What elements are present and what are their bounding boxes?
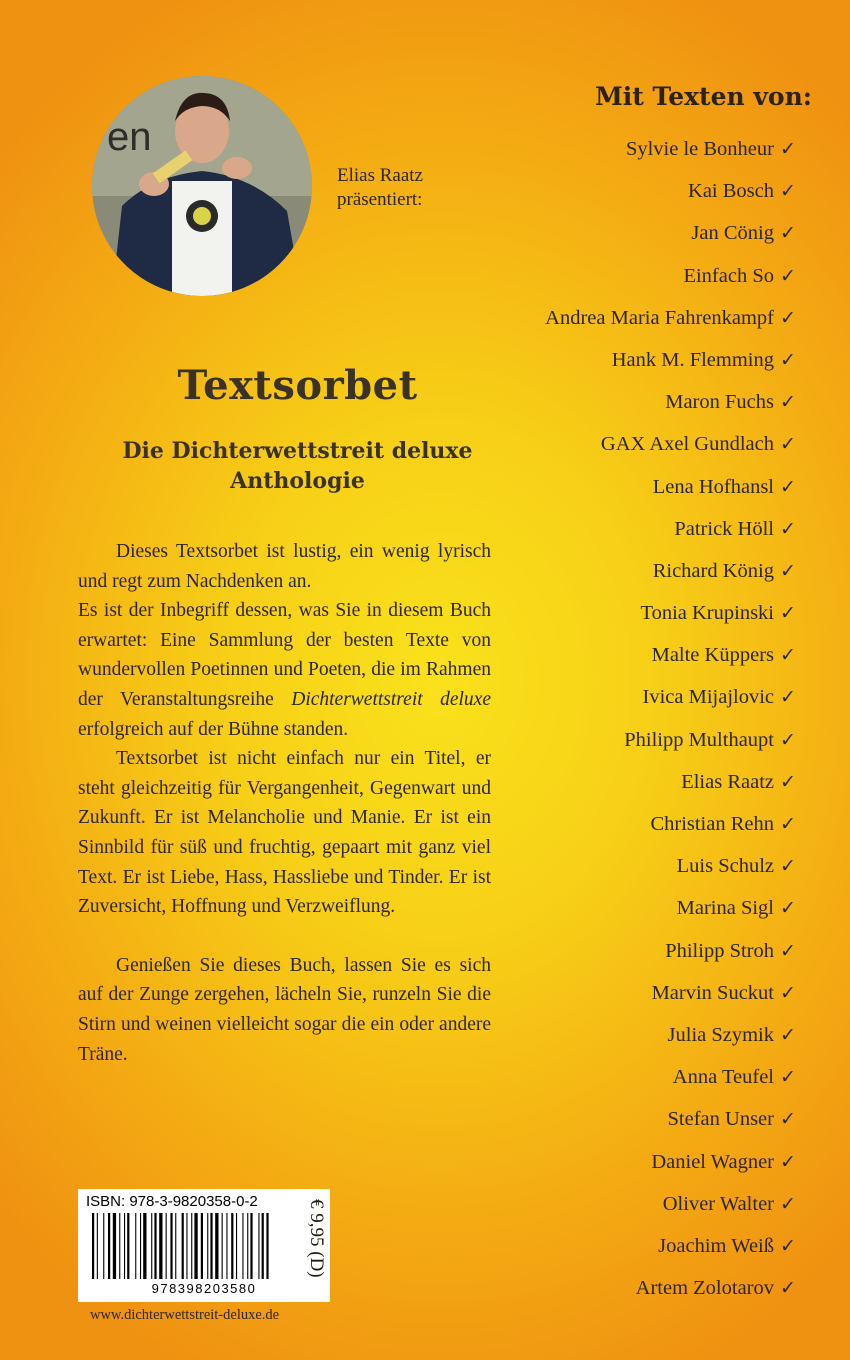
website-url: www.dichterwettstreit-deluxe.de: [90, 1307, 280, 1323]
contributor-item: [545, 639, 798, 681]
check-icon: ✓: [780, 518, 796, 540]
subtitle-line-2: Anthologie: [230, 468, 365, 494]
contributor-name: Stefan Unser: [667, 1108, 774, 1131]
presenter-name: Elias Raatz: [337, 165, 423, 186]
check-icon: ✓: [780, 223, 796, 245]
contributor-item: [545, 597, 798, 639]
contributor-name: Luis Schulz: [676, 855, 774, 878]
blurb-paragraph-2: [78, 596, 491, 744]
check-icon: ✓: [780, 603, 796, 625]
contributor-item: [545, 428, 798, 470]
contributor-name: Artem Zolotarov: [635, 1277, 774, 1300]
contributor-item: [545, 766, 798, 808]
check-icon: ✓: [780, 1193, 796, 1215]
price-label: € 9,95 (D): [306, 1199, 327, 1278]
contributor-name: Marina Sigl: [676, 897, 774, 920]
isbn-label: ISBN: 978-3-9820358-0-2: [86, 1193, 258, 1210]
contributor-name: Ivica Mijajlovic: [642, 686, 774, 709]
contributor-item: [545, 260, 798, 302]
check-icon: ✓: [780, 1024, 796, 1046]
contributor-name: Julia Szymik: [667, 1023, 774, 1046]
contributor-item: [545, 1188, 798, 1230]
contributor-item: [545, 1103, 798, 1145]
check-icon: ✓: [780, 392, 796, 414]
book-subtitle: [40, 436, 555, 496]
contributor-name: Christian Rehn: [650, 813, 774, 835]
contributor-item: [545, 681, 798, 723]
contributor-item: [545, 935, 798, 977]
contributor-name: Malte Küppers: [651, 644, 774, 667]
contributor-item: [545, 302, 798, 344]
contributor-item: [545, 513, 798, 555]
check-icon: ✓: [780, 645, 796, 667]
barcode-icon: [92, 1213, 316, 1279]
contributor-item: [545, 808, 798, 850]
check-icon: ✓: [780, 307, 796, 329]
check-icon: ✓: [780, 729, 796, 751]
presenter-presents: präsentiert:: [337, 189, 423, 210]
contributor-item: [545, 1230, 798, 1272]
barcode-digits: 978398203580: [151, 1281, 257, 1296]
blurb-paragraph-3: Textsorbet ist nicht einfach nur ein Titel, er steht gleichzeitig für Vergangenheit, Gegenwart und Zukunft. Er ist Melancholie und Manie. Er ist ein Sinnbild für süß und fruchtig, gepaart mit ganz viel Text. Er ist Liebe, Hass, Hassliebe und Tinder. Er ist Zuversicht, Hoffnung und Verzweiflung.: [78, 748, 491, 918]
check-icon: ✓: [780, 687, 796, 709]
contributor-item: [545, 386, 798, 428]
contributor-name: Oliver Walter: [662, 1192, 774, 1215]
check-icon: ✓: [780, 1151, 796, 1173]
contributor-item: [545, 1019, 798, 1061]
contributor-item: [545, 850, 798, 892]
check-icon: ✓: [780, 771, 796, 793]
contributor-name: Joachim Weiß: [658, 1234, 774, 1257]
contributor-name: Elias Raatz: [681, 770, 774, 793]
contributor-item: [545, 175, 798, 217]
contributor-name: GAX Axel Gundlach: [600, 433, 774, 456]
contributor-name: Richard König: [652, 559, 774, 582]
blurb-p2-text: Es ist der Inbegriff dessen, was Sie in diesem Buch erwartet: Eine Sammlung der besten Texte von wundervollen Poetinnen und Poeten, die im Rahmen der Veranstaltungsreihe: [78, 600, 491, 710]
check-icon: ✓: [780, 982, 796, 1004]
contributors-list: [545, 133, 798, 1314]
contributor-item: [545, 1146, 798, 1188]
contributor-item: [545, 471, 798, 513]
check-icon: ✓: [780, 1235, 796, 1257]
contributor-name: Hank M. Flemming: [611, 348, 774, 371]
contributor-item: [545, 344, 798, 386]
contributor-name: Andrea Maria Fahrenkampf: [545, 306, 774, 329]
contributor-item: [545, 1061, 798, 1103]
contributor-item: [545, 133, 798, 175]
contributors-heading: Mit Texten von:: [595, 82, 812, 111]
contributor-name: Philipp Stroh: [665, 939, 774, 962]
contributor-name: Marvin Suckut: [651, 981, 774, 1004]
presenter-caption: [337, 164, 423, 212]
isbn-barcode: [78, 1189, 330, 1302]
check-icon: ✓: [780, 1067, 796, 1089]
check-icon: ✓: [780, 940, 796, 962]
check-icon: ✓: [780, 139, 796, 160]
check-icon: ✓: [780, 814, 796, 835]
event-series-name: Dichterwettstreit deluxe: [291, 688, 491, 710]
check-icon: ✓: [780, 1109, 796, 1131]
check-icon: ✓: [780, 1278, 796, 1300]
blurb-paragraph-4: Genießen Sie dieses Buch, lassen Sie es sich auf der Zunge zergehen, lächeln Sie, runzeln Sie die Stirn und weinen vielleicht sogar die ein oder andere Träne.: [78, 954, 491, 1065]
contributor-name: Tonia Krupinski: [640, 602, 774, 625]
contributor-item: [545, 724, 798, 766]
contributor-name: Philipp Multhaupt: [624, 728, 774, 751]
check-icon: ✓: [780, 434, 796, 456]
check-icon: ✓: [780, 181, 796, 203]
contributor-name: Daniel Wagner: [651, 1150, 774, 1173]
blurb-text: [78, 537, 491, 1069]
contributor-name: Jan Cönig: [691, 222, 774, 245]
subtitle-line-1: Die Dichterwettstreit deluxe: [122, 438, 473, 464]
contributor-item: [545, 555, 798, 597]
book-title: Textsorbet: [177, 362, 418, 409]
contributor-name: Anna Teufel: [672, 1066, 774, 1089]
check-icon: ✓: [780, 265, 796, 287]
contributor-name: Lena Hofhansl: [652, 475, 774, 498]
blurb-paragraph-1: Dieses Textsorbet ist lustig, ein wenig lyrisch und regt zum Nachdenken an.: [78, 541, 491, 592]
contributor-name: Einfach So: [683, 264, 774, 287]
contributor-item: [545, 892, 798, 934]
author-photo: [92, 76, 312, 296]
contributor-name: Sylvie le Bonheur: [625, 138, 774, 160]
contributor-name: Kai Bosch: [688, 180, 774, 203]
check-icon: ✓: [780, 898, 796, 920]
check-icon: ✓: [780, 476, 796, 498]
check-icon: ✓: [780, 349, 796, 371]
svg-text:en: en: [107, 115, 152, 159]
check-icon: ✓: [780, 560, 796, 582]
contributor-name: Maron Fuchs: [665, 391, 774, 414]
contributor-name: Patrick Höll: [674, 517, 774, 540]
contributor-item: [545, 1272, 798, 1314]
contributor-item: [545, 217, 798, 259]
contributor-item: [545, 977, 798, 1019]
check-icon: ✓: [780, 856, 796, 878]
blurb-p2-end: erfolgreich auf der Bühne standen.: [78, 718, 349, 740]
